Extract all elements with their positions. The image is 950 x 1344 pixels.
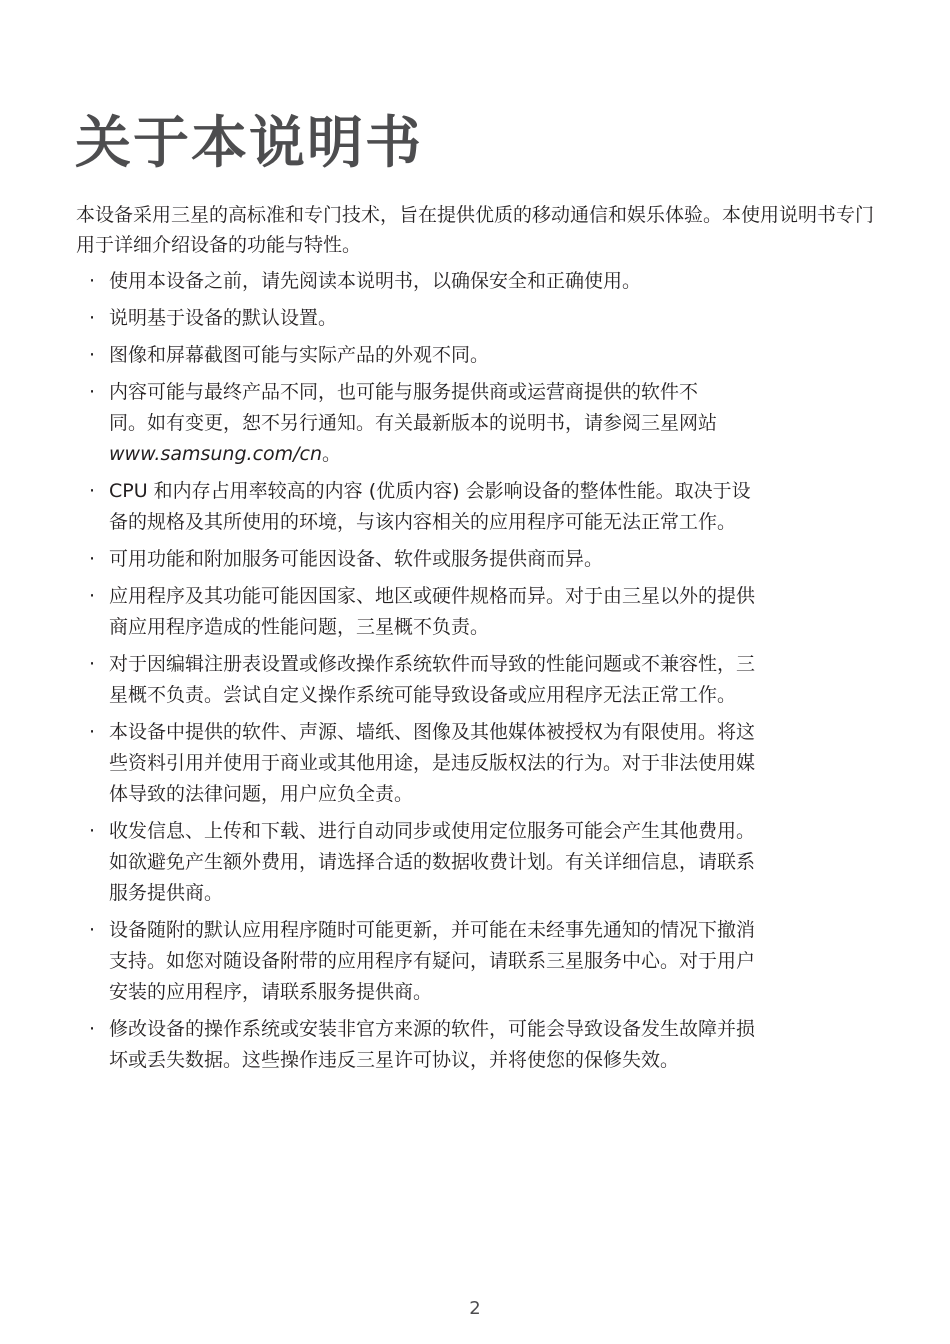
list-item-text: 收发信息、上传和下载、进行自动同步或使用定位服务可能会产生其他费用。: [109, 820, 756, 842]
list-item-text: 本设备中提供的软件、声源、墙纸、图像及其他媒体被授权为有限使用。将这: [109, 721, 756, 743]
list-item-text: 修改设备的操作系统或安装非官方来源的软件，可能会导致设备发生故障并损: [109, 1018, 756, 1040]
list-item-text: 设备随附的默认应用程序随时可能更新，并可能在未经事先通知的情况下撤消: [109, 919, 756, 941]
bullet-marker: ·: [88, 381, 96, 403]
bullet-marker: ·: [88, 1018, 96, 1040]
list-item-text: CPU 和内存占用率较高的内容 (优质内容) 会影响设备的整体性能。取决于设: [109, 480, 751, 502]
list-item: [0, 476, 874, 538]
bullet-marker: ·: [88, 919, 96, 941]
bullet-marker: ·: [88, 721, 96, 743]
list-item-text: 备的规格及其所使用的环境，与该内容相关的应用程序可能无法正常工作。: [109, 511, 737, 533]
list-item: [0, 266, 874, 297]
list-item-text: 使用本设备之前，请先阅读本说明书，以确保安全和正确使用。: [109, 270, 642, 292]
page-number: 2: [469, 1298, 481, 1319]
intro-paragraph: 本设备采用三星的高标准和专门技术，旨在提供优质的移动通信和娱乐体验。本使用说明书专门用于详细介绍设备的功能与特性。: [76, 204, 875, 256]
bullet-marker: ·: [88, 307, 96, 329]
list-item-text: 坏或丢失数据。这些操作违反三星许可协议，并将使您的保修失效。: [109, 1049, 680, 1071]
list-item-text: 说明基于设备的默认设置。: [109, 307, 338, 329]
list-item: [0, 544, 874, 575]
bullet-marker: ·: [88, 344, 96, 366]
bullet-marker: ·: [88, 585, 96, 607]
website-link[interactable]: www.samsung.com/cn: [109, 443, 323, 465]
list-item: [0, 340, 874, 371]
list-item-text: 对于因编辑注册表设置或修改操作系统软件而导致的性能问题或不兼容性，三: [109, 653, 756, 675]
list-item-text: 图像和屏幕截图可能与实际产品的外观不同。: [109, 344, 490, 366]
list-item-text: 应用程序及其功能可能因国家、地区或硬件规格而异。对于由三星以外的提供: [109, 585, 756, 607]
list-item-text: 如欲避免产生额外费用，请选择合适的数据收费计划。有关详细信息，请联系: [109, 851, 756, 873]
list-item-text: 内容可能与最终产品不同，也可能与服务提供商或运营商提供的软件不: [109, 381, 699, 403]
list-item-text: 支持。如您对随设备附带的应用程序有疑问，请联系三星服务中心。对于用户: [109, 950, 756, 972]
list-item: [0, 816, 874, 909]
list-item-text: 同。如有变更，恕不另行通知。有关最新版本的说明书，请参阅三星网站: [109, 412, 718, 434]
list-item: [0, 581, 874, 643]
list-item-text: 些资料引用并使用于商业或其他用途，是违反版权法的行为。对于非法使用媒: [109, 752, 756, 774]
bullet-marker: ·: [88, 548, 96, 570]
list-item-url-line: [109, 439, 874, 470]
notice-list: [0, 266, 950, 1082]
list-item-text: 体导致的法律问题，用户应负全责。: [109, 783, 414, 805]
list-item-text: 服务提供商。: [109, 882, 224, 904]
bullet-marker: ·: [88, 653, 96, 675]
list-item-text: 商应用程序造成的性能问题，三星概不负责。: [109, 616, 490, 638]
bullet-marker: ·: [88, 820, 96, 842]
page-title: 关于本说明书: [75, 111, 423, 176]
list-item: [0, 717, 874, 810]
bullet-marker: ·: [88, 270, 96, 292]
list-item: [0, 377, 874, 470]
list-item: [0, 649, 874, 711]
list-item: [0, 1014, 874, 1076]
list-item-text: 安装的应用程序，请联系服务提供商。: [109, 981, 433, 1003]
list-item-text: 星概不负责。尝试自定义操作系统可能导致设备或应用程序无法正常工作。: [109, 684, 737, 706]
list-item: [0, 303, 874, 334]
list-item-text: 可用功能和附加服务可能因设备、软件或服务提供商而异。: [109, 548, 604, 570]
bullet-marker: ·: [88, 480, 96, 502]
url-suffix: 。: [322, 443, 342, 465]
list-item: [0, 915, 874, 1008]
